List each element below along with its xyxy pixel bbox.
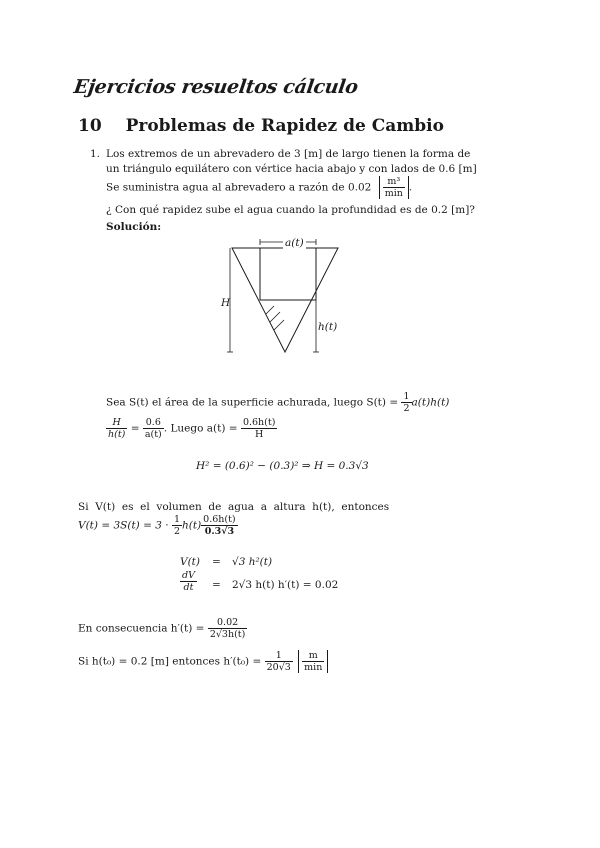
water-rectangle xyxy=(260,248,316,300)
step-4b: V(t) = 3S(t) = 3 · $\frac{1}{2}$ h(t) $\frac{0.6h(t)}{0.3√3}$ xyxy=(78,514,236,537)
step-8: Si h(t₀) = 0.2 [m] entonces h′(t₀) = $\frac{1}{20√3}$ $\frac{m}{\min}$ xyxy=(78,650,328,673)
label-h: h(t) xyxy=(318,321,338,333)
problem-line-1: Los extremos de un abrevadero de 3 [m] de largo tienen la forma de xyxy=(106,148,471,160)
step-1: Sea S(t) el área de la superficie achurada, luego S(t) = $\frac{1}{2}$ a(t)h(t) xyxy=(106,391,450,414)
step-6-lhs: $\frac{dV}{dt}$ xyxy=(182,570,195,593)
section-number: 10 xyxy=(78,116,102,136)
step-5-eq: = xyxy=(212,556,221,568)
label-a: a(t) xyxy=(285,237,304,249)
section-heading xyxy=(78,116,444,136)
hatching xyxy=(266,306,284,330)
solution-label: Solución: xyxy=(106,221,162,233)
step-6-eq: = xyxy=(212,579,221,591)
step-5-lhs: V(t) xyxy=(180,556,200,568)
step-7: En consecuencia h′(t) = $\frac{0.02}{2√3h(t)}$ xyxy=(78,617,246,640)
step-2: $\frac{H}{h(t)}$ = $\frac{0.6}{a(t)}$ . Luego a(t) = $\frac{0.6h(t)}{H}$ xyxy=(108,417,276,440)
step-6-rhs: 2√3 h(t) h′(t) = 0.02 xyxy=(232,579,339,591)
rate-denominator: min xyxy=(384,188,403,199)
problem-number: 1. xyxy=(90,148,101,160)
rate-numerator: m³ xyxy=(383,176,405,188)
problem-line-2: un triángulo equilátero con vértice hacia abajo y con lados de 0.6 [m] xyxy=(106,163,477,175)
document-title: Ejercicios resueltos cálculo xyxy=(72,76,360,98)
label-H: H xyxy=(221,297,231,309)
rate-text: Se suministra agua al abrevadero a razón de 0.02 xyxy=(106,181,372,194)
section-title: Problemas de Rapidez de Cambio xyxy=(125,116,444,136)
step-5-rhs: √3 h²(t) xyxy=(232,556,273,568)
step-4a: Si V(t) es el volumen de agua a altura h(t), entonces xyxy=(78,501,390,513)
problem-question: ¿ Con qué rapidez sube el agua cuando la profundidad es de 0.2 [m]? xyxy=(106,204,475,216)
triangle-diagram xyxy=(220,236,350,358)
step-3: H² = (0.6)² − (0.3)² ⇒ H = 0.3√3 xyxy=(196,460,369,472)
problem-line-3: Se suministra agua al abrevadero a razón de 0.02 $\frac{\text{m³}}{\min}$ . xyxy=(106,176,413,199)
